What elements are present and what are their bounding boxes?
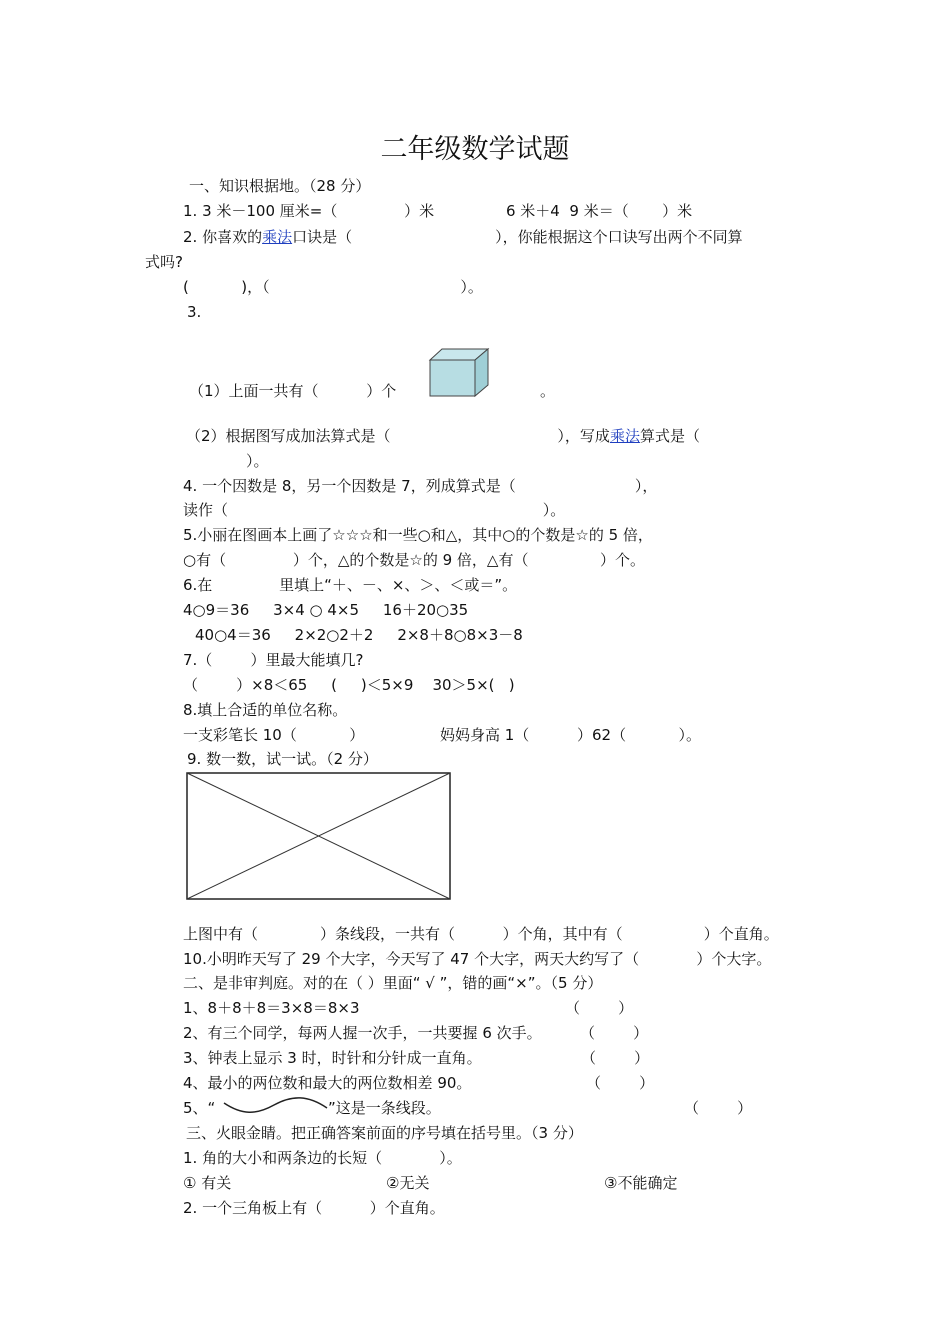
choice-q1-option-2: ②无关 bbox=[386, 1174, 430, 1192]
q9-line1: 9. 数一数，试一试。（2 分） bbox=[187, 750, 378, 768]
q6-line2: 4○9＝36 3×4 ○ 4×5 16＋20○35 bbox=[183, 601, 469, 619]
judge-item-1-paren: （ ） bbox=[565, 999, 634, 1017]
cube-figure bbox=[429, 348, 491, 398]
choice-q1-stem: 1. 角的大小和两条边的长短（ ）。 bbox=[183, 1149, 462, 1167]
q2-text-a: 2. 你喜欢的 bbox=[183, 228, 263, 246]
q5-line1: 5.小丽在图画本上画了☆☆☆和一些○和△，其中○的个数是☆的 5 倍， bbox=[183, 526, 653, 544]
q4-line2: 读作（ ）。 bbox=[183, 501, 566, 519]
judge-item-3-text: 3、钟表上显示 3 时，时针和分针成一直角。 bbox=[183, 1049, 482, 1067]
choice-q1-option-1: ① 有关 bbox=[183, 1174, 232, 1192]
judge-item-4-text: 4、最小的两位数和最大的两位数相差 90。 bbox=[183, 1074, 472, 1092]
cube-front-face bbox=[430, 360, 475, 396]
judge-item-2-text: 2、有三个同学，每两人握一次手，一共要握 6 次手。 bbox=[183, 1024, 542, 1042]
rectangle-diagonals-figure bbox=[186, 772, 452, 900]
multiplication-link-2[interactable]: 乘法 bbox=[609, 427, 640, 445]
q8-line1: 8.填上合适的单位名称。 bbox=[183, 701, 348, 719]
judge-item-3-paren: （ ） bbox=[581, 1049, 650, 1067]
q1-part-a: 1. 3 米－100 厘米=（ ）米 bbox=[183, 202, 435, 220]
q3-part2-text-b: 算式是（ bbox=[639, 427, 700, 445]
wavy-line-icon bbox=[222, 1096, 330, 1116]
q8-line2-a: 一支彩笔长 10（ ） bbox=[183, 726, 365, 744]
judge-item-5-text-b: ”这是一条线段。 bbox=[328, 1099, 441, 1117]
q10-line: 10.小明昨天写了 29 个大字，今天写了 47 个大字，两天大约写了（ ）个大字。 bbox=[183, 950, 772, 968]
section3-heading: 三、火眼金睛。把正确答案前面的序号填在括号里。（3 分） bbox=[186, 1124, 583, 1142]
q3-part1-end: 。 bbox=[540, 382, 556, 400]
judge-item-2-paren: （ ） bbox=[580, 1024, 649, 1042]
section1-heading: 一、知识根据地。（28 分） bbox=[189, 177, 371, 195]
q3-part2-line2: ）。 bbox=[246, 452, 269, 470]
judge-item-5-paren: （ ） bbox=[684, 1099, 753, 1117]
q7-line2: （ ）×8＜65 ( )＜5×9 30＞5×( ) bbox=[183, 676, 515, 694]
judge-item-5-text-a: 5、“ bbox=[183, 1099, 216, 1117]
q1-part-b: 6 米＋4 9 米＝（ ）米 bbox=[506, 202, 693, 220]
choice-q2-stem: 2. 一个三角板上有（ ）个直角。 bbox=[183, 1199, 445, 1217]
q5-line2: ○有（ ）个，△的个数是☆的 9 倍，△有（ ）个。 bbox=[183, 551, 645, 569]
q2-line3: ( )，（ ）。 bbox=[183, 278, 483, 296]
q3-part1-text: （1）上面一共有（ ）个 bbox=[189, 382, 397, 400]
page-title: 二年级数学试题 bbox=[380, 134, 570, 165]
q4-line1: 4. 一个因数是 8，另一个因数是 7，列成算式是（ ）， bbox=[183, 477, 658, 495]
choice-q1-option-3: ③不能确定 bbox=[604, 1174, 678, 1192]
q8-line2-b: 妈妈身高 1（ ）62（ ）。 bbox=[440, 726, 702, 744]
section2-heading: 二、是非审判庭。对的在（ ）里面“ √ ”，错的画“×”。（5 分） bbox=[183, 974, 603, 992]
q7-line1: 7.（ ）里最大能填几? bbox=[183, 651, 364, 669]
q2-text-b: 口诀是（ ），你能根据这个口诀写出两个不同算 bbox=[292, 228, 743, 246]
q3-part2-text-a: （2）根据图写成加法算式是（ ），写成 bbox=[186, 427, 610, 445]
q3-number: 3. bbox=[187, 303, 202, 321]
q3-part2-line1 bbox=[186, 426, 700, 446]
multiplication-link[interactable]: 乘法 bbox=[262, 228, 293, 246]
q2-line2: 式吗? bbox=[145, 253, 183, 271]
q6-line1: 6.在 里填上“＋、－、×、＞、＜或＝”。 bbox=[183, 576, 518, 594]
q2-line1 bbox=[183, 227, 743, 247]
judge-item-1-text: 1、8＋8＋8＝3×8＝8×3 bbox=[183, 999, 360, 1017]
judge-item-4-paren: （ ） bbox=[586, 1074, 655, 1092]
q6-line3: 40○4＝36 2×2○2＋2 2×8＋8○8×3－8 bbox=[195, 626, 523, 644]
q9-line2: 上图中有（ ）条线段，一共有（ ）个角，其中有（ ）个直角。 bbox=[183, 925, 779, 943]
